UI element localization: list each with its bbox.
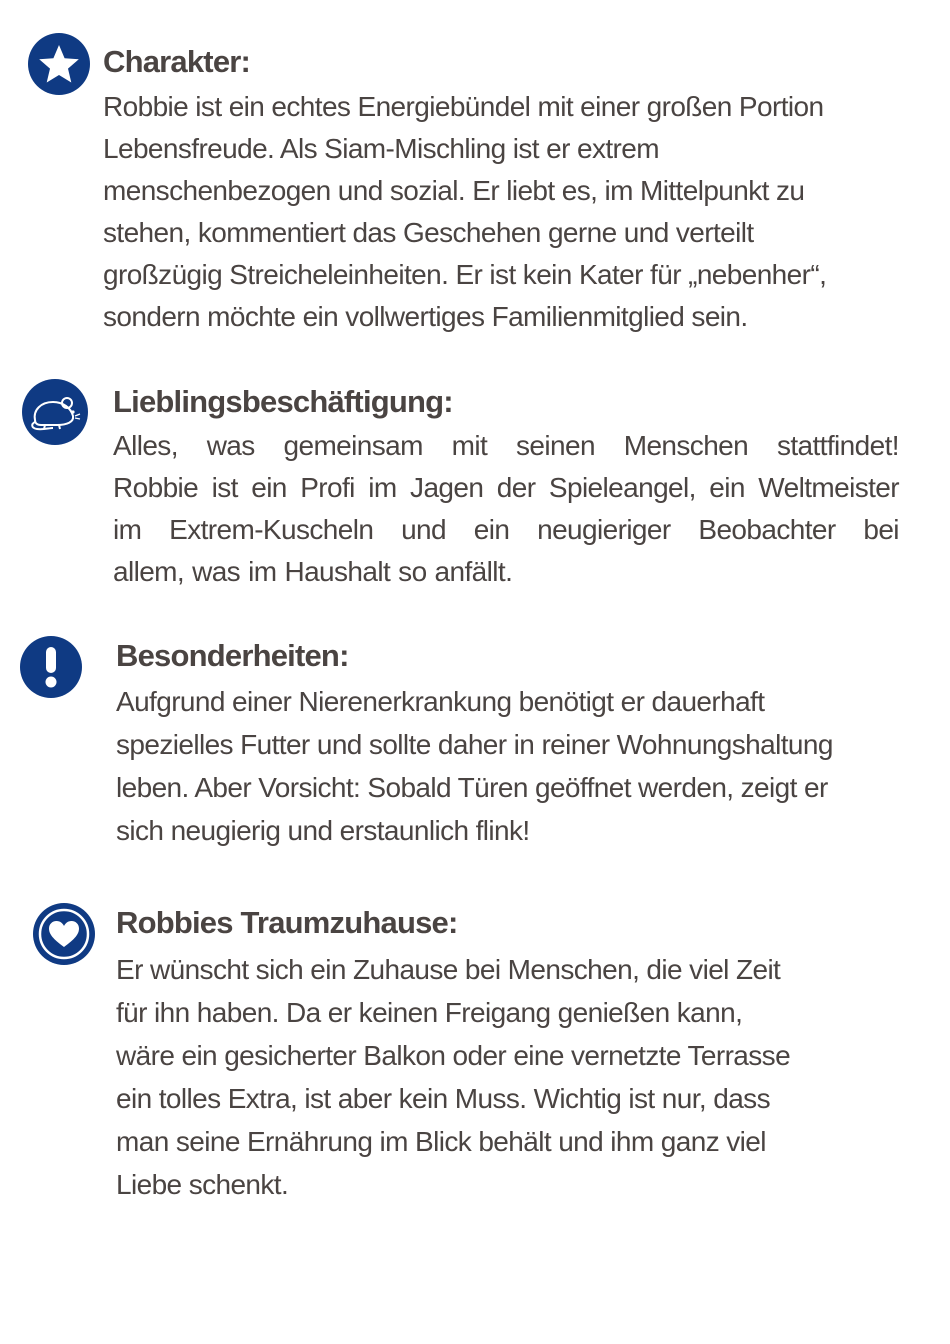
word: Beobachter	[698, 514, 836, 545]
word: ein	[251, 472, 287, 503]
heart-icon	[33, 903, 95, 965]
word: im	[248, 556, 277, 587]
word: ein	[473, 514, 510, 545]
word: Extrem-Kuscheln	[169, 514, 374, 545]
word: im	[368, 472, 397, 503]
word: mit	[451, 430, 488, 461]
word: Haushalt	[284, 556, 391, 587]
word: was	[192, 556, 241, 587]
star-icon	[28, 33, 90, 95]
section-title: Besonderheiten:	[116, 638, 349, 673]
word: Profi	[300, 472, 355, 503]
word: und	[401, 514, 446, 545]
word: Alles,	[113, 430, 178, 461]
word: der	[496, 472, 536, 503]
word: im	[113, 514, 142, 545]
word: ein	[709, 472, 745, 503]
word: Weltmeister	[758, 472, 899, 503]
section-text: Robbie ist ein echtes Energiebündel mit einer großen Portion Lebensfreude. Als Siam-Mischling ist er extrem menschenbezogen und sozial. Er liebt es, im Mittelpunkt zu stehen, kommentiert das Geschehen gerne und verteilt großzügig Streicheleinheiten. Er ist kein Kater für „nebenher“, sondern möchte ein vollwertiges Familienmitglied sein.	[103, 91, 827, 332]
word: gemeinsam	[283, 430, 423, 461]
word: ist	[211, 472, 238, 503]
word: Robbie	[113, 472, 199, 503]
word: so	[398, 556, 427, 587]
section-title: Robbies Traumzuhause:	[116, 905, 458, 940]
word: neugieriger	[537, 514, 671, 545]
section-text: Er wünscht sich ein Zuhause bei Menschen, die viel Zeit für ihn haben. Da er keinen Freigang genießen kann, wäre ein gesicherter Balkon oder eine vernetzte Terrasse ein tolles Extra, ist aber kein Muss. Wichtig ist nur, dass man seine Ernährung im Blick behält und ihm ganz viel Liebe schenkt.	[116, 954, 791, 1200]
word: Spieleangel,	[548, 472, 696, 503]
section-text	[113, 425, 899, 593]
word: Jagen	[410, 472, 484, 503]
word: bei	[863, 514, 899, 545]
mouse-icon	[22, 379, 88, 445]
word: stattfindet!	[776, 430, 899, 461]
word: was	[206, 430, 255, 461]
word: allem,	[113, 556, 185, 587]
word: seinen	[516, 430, 595, 461]
section-title: Charakter:	[103, 44, 251, 79]
section-text: Aufgrund einer Nierenerkrankung benötigt er dauerhaft spezielles Futter und sollte daher in reiner Wohnungshaltung leben. Aber Vorsicht: Sobald Türen geöffnet werden, zeigt er sich neugierig und erstaunlich flink!	[116, 686, 833, 846]
section-title: Lieblingsbeschäftigung:	[113, 384, 453, 419]
word: Menschen	[623, 430, 749, 461]
word: anfällt.	[434, 556, 513, 587]
exclamation-icon	[20, 636, 82, 698]
